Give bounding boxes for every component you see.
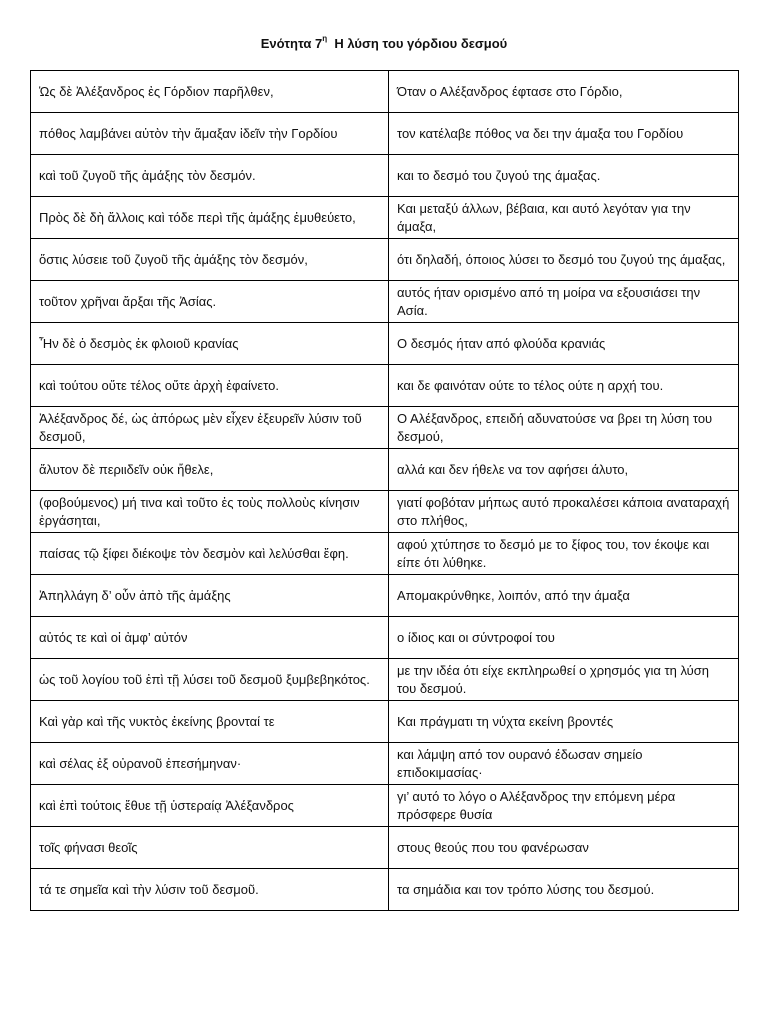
modern-translation-cell: ο ίδιος και οι σύντροφοί του	[389, 617, 739, 659]
ancient-text-cell: πόθος λαμβάνει αὐτὸν τὴν ἅμαξαν ἰδεῖν τὴν Γορδίου	[31, 113, 389, 155]
ancient-text-cell: ὡς τοῦ λογίου τοῦ ἐπὶ τῇ λύσει τοῦ δεσμοῦ ξυμβεβηκότος.	[31, 659, 389, 701]
modern-translation-cell: Απομακρύνθηκε, λοιπόν, από την άμαξα	[389, 575, 739, 617]
table-row	[31, 281, 739, 323]
table-row	[31, 239, 739, 281]
title-superscript: η	[322, 34, 328, 43]
table-row	[31, 575, 739, 617]
modern-translation-cell: και δε φαινόταν ούτε το τέλος ούτε η αρχή του.	[389, 365, 739, 407]
modern-translation-cell: Ο δεσμός ήταν από φλούδα κρανιάς	[389, 323, 739, 365]
modern-translation-cell: Όταν ο Αλέξανδρος έφτασε στο Γόρδιο,	[389, 71, 739, 113]
modern-translation-cell: με την ιδέα ότι είχε εκπληρωθεί ο χρησμός για τη λύση του δεσμού.	[389, 659, 739, 701]
ancient-text-cell: ἄλυτον δὲ περιιδεῖν οὐκ ἤθελε,	[31, 449, 389, 491]
ancient-text-cell: Ὡς δὲ Ἀλέξανδρος ἐς Γόρδιον παρῆλθεν,	[31, 71, 389, 113]
table-row	[31, 617, 739, 659]
ancient-text-cell: Πρὸς δὲ δὴ ἄλλοις καὶ τόδε περὶ τῆς ἁμάξης ἐμυθεύετο,	[31, 197, 389, 239]
table-row	[31, 743, 739, 785]
modern-translation-cell: Και μεταξύ άλλων, βέβαια, και αυτό λεγόταν για την άμαξα,	[389, 197, 739, 239]
ancient-text-cell: καὶ σέλας ἐξ οὐρανοῦ ἐπεσήμηναν·	[31, 743, 389, 785]
ancient-text-cell: ὅστις λύσειε τοῦ ζυγοῦ τῆς ἁμάξης τὸν δεσμόν,	[31, 239, 389, 281]
table-row	[31, 491, 739, 533]
page-title	[0, 36, 768, 51]
modern-translation-cell: Ο Αλέξανδρος, επειδή αδυνατούσε να βρει τη λύση του δεσμού,	[389, 407, 739, 449]
ancient-text-cell: αὐτός τε καὶ οἱ ἀμφ’ αὐτόν	[31, 617, 389, 659]
table-row	[31, 785, 739, 827]
modern-translation-cell: και το δεσμό του ζυγού της άμαξας.	[389, 155, 739, 197]
table-row	[31, 197, 739, 239]
modern-translation-cell: αλλά και δεν ήθελε να τον αφήσει άλυτο,	[389, 449, 739, 491]
ancient-text-cell: καὶ ἐπὶ τούτοις ἔθυε τῇ ὑστεραίᾳ Ἀλέξανδρος	[31, 785, 389, 827]
ancient-text-cell: τά τε σημεῖα καὶ τὴν λύσιν τοῦ δεσμοῦ.	[31, 869, 389, 911]
table-row	[31, 449, 739, 491]
title-prefix: Ενότητα 7	[260, 36, 323, 51]
table-row	[31, 71, 739, 113]
table-row	[31, 869, 739, 911]
ancient-text-cell: Καὶ γὰρ καὶ τῆς νυκτὸς ἐκείνης βρονταί τε	[31, 701, 389, 743]
ancient-text-cell: καὶ τούτου οὔτε τέλος οὔτε ἀρχὴ ἐφαίνετο.	[31, 365, 389, 407]
modern-translation-cell: Και πράγματι τη νύχτα εκείνη βροντές	[389, 701, 739, 743]
ancient-text-cell: (φοβούμενος) μή τινα καὶ τοῦτο ἐς τοὺς πολλοὺς κίνησιν ἐργάσηται,	[31, 491, 389, 533]
ancient-text-cell: τοῦτον χρῆναι ἄρξαι τῆς Ἀσίας.	[31, 281, 389, 323]
modern-translation-cell: τα σημάδια και τον τρόπο λύσης του δεσμού.	[389, 869, 739, 911]
table-row	[31, 365, 739, 407]
table-row	[31, 659, 739, 701]
modern-translation-cell: γι’ αυτό το λόγο ο Αλέξανδρος την επόμενη μέρα πρόσφερε θυσία	[389, 785, 739, 827]
modern-translation-cell: στους θεούς που του φανέρωσαν	[389, 827, 739, 869]
modern-translation-cell: αυτός ήταν ορισμένο από τη μοίρα να εξουσιάσει την Ασία.	[389, 281, 739, 323]
modern-translation-cell: αφού χτύπησε το δεσμό με το ξίφος του, τον έκοψε και είπε ότι λύθηκε.	[389, 533, 739, 575]
modern-translation-cell: ότι δηλαδή, όποιος λύσει το δεσμό του ζυγού της άμαξας,	[389, 239, 739, 281]
translation-table-body	[31, 71, 739, 911]
table-row	[31, 701, 739, 743]
ancient-text-cell: παίσας τῷ ξίφει διέκοψε τὸν δεσμὸν καὶ λελύσθαι ἔφη.	[31, 533, 389, 575]
modern-translation-cell: γιατί φοβόταν μήπως αυτό προκαλέσει κάποια αναταραχή στο πλήθος,	[389, 491, 739, 533]
modern-translation-cell: και λάμψη από τον ουρανό έδωσαν σημείο επιδοκιμασίας·	[389, 743, 739, 785]
title-text: Η λύση του γόρδιου δεσμού	[334, 36, 508, 51]
translation-table	[30, 70, 739, 911]
ancient-text-cell: τοῖς φήνασι θεοῖς	[31, 827, 389, 869]
table-row	[31, 113, 739, 155]
ancient-text-cell: Ἀλέξανδρος δέ, ὡς ἀπόρως μὲν εἶχεν ἐξευρεῖν λύσιν τοῦ δεσμοῦ,	[31, 407, 389, 449]
table-row	[31, 533, 739, 575]
ancient-text-cell: Ἦν δὲ ὁ δεσμὸς ἐκ φλοιοῦ κρανίας	[31, 323, 389, 365]
ancient-text-cell: Ἀπηλλάγη δ’ οὖν ἀπὸ τῆς ἁμάξης	[31, 575, 389, 617]
table-row	[31, 407, 739, 449]
ancient-text-cell: καὶ τοῦ ζυγοῦ τῆς ἁμάξης τὸν δεσμόν.	[31, 155, 389, 197]
table-row	[31, 155, 739, 197]
table-row	[31, 827, 739, 869]
table-row	[31, 323, 739, 365]
modern-translation-cell: τον κατέλαβε πόθος να δει την άμαξα του Γορδίου	[389, 113, 739, 155]
